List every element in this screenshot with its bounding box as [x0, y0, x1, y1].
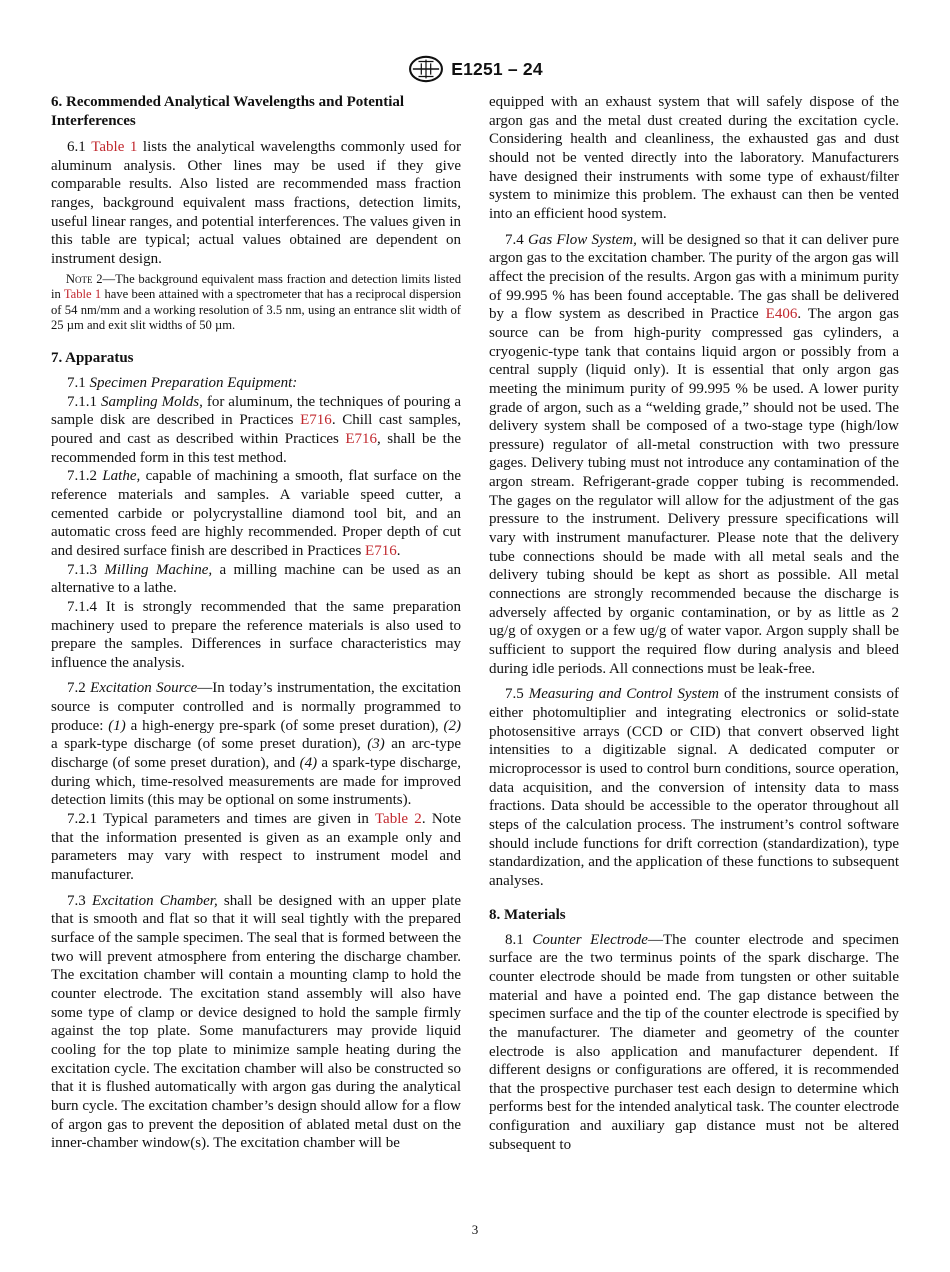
para-number: 7.3 [67, 892, 86, 909]
page-number: 3 [471, 1222, 479, 1237]
paragraph-8-1 [489, 931, 899, 1155]
paragraph-7-1 [51, 374, 461, 393]
table-2-link[interactable]: Table 2 [374, 811, 422, 828]
para-title: Lathe, [102, 468, 141, 485]
note-label: Note 2 [65, 271, 103, 286]
e716-link[interactable]: E716 [365, 542, 397, 559]
paragraph-7-1-3 [51, 561, 461, 598]
para-title: Measuring and Control System [528, 686, 720, 703]
paragraph-7-4 [489, 231, 899, 679]
para-number: 7.1.1 [67, 393, 97, 410]
note-2 [51, 272, 461, 334]
para-text: a spark-type discharge, during which, time-resolved measurements are made for improved detection limits (this may be optional on some instruments). [51, 755, 462, 809]
section-7-heading: 7. Apparatus [51, 349, 134, 366]
para-number: 7.2.1 [67, 811, 97, 828]
note-text-b: have been attained with a spectrometer that has a reciprocal dispersion of 54 nm/mm and a working resolution of 3.5 nm, using an entrance slit width of 25 µm and exit slit widths of 50 µm. [51, 287, 461, 333]
astm-logo-icon [407, 54, 445, 84]
paragraph-7-3 [51, 892, 461, 1153]
paragraph-7-5 [489, 685, 899, 890]
section-6-heading: 6. Recommended Analytical Wavelengths and Potential Interferences [51, 94, 405, 129]
para-text: shall be designed with an upper plate that is smooth and flat so that it will seal tightly with the prepared surface of the sample specimen. The seal that is formed between the two will prevent atmosphere from entering the discharge chamber. The excitation chamber will contain a mounting clamp to hold the counter electrode. The excitation stand assembly will also have some type of clamp or device designed to hold the sample firmly against the top plate. Some manufacturers may provide liquid cooling for the top plate to minimize sample heating during the excitation cycle. The excitation chamber will also be constructed so that it is flushed automatically with argon gas during the analytical burn cycle. The excitation chamber’s design should allow for a flow of argon gas to prevent the deposition of ablated metal dust on the inner-chamber window(s). The excitation chamber will be [51, 892, 462, 1152]
table-1-link[interactable]: Table 1 [91, 139, 138, 155]
para-text: It is strongly recommended that the same preparation machinery used to prepare the reference materials is also used to prepare the samples. Differences in surface characteristics may influence the analysis. [51, 598, 462, 671]
para-title: Milling Machine, [104, 561, 213, 578]
para-text: for aluminum, the techniques of pouring a sample disk are described in Practices [51, 393, 461, 429]
para-text: . Chill cast samples, poured and cast as described within Practices [51, 412, 461, 447]
para-text: —In today’s instrumentation, the excitation source is computer controlled and is normally programmed to produce: [51, 680, 462, 734]
list-marker: (4) [299, 755, 318, 772]
para-title: Specimen Preparation Equipment: [89, 374, 298, 391]
para-text: of the instrument consists of either photomultiplier and integrating electronics or solid-state photosensitive arrays (CCD or CID) that convert observed light intensities to a digitizable signal. A dedicated computer or microprocessor is used to control burn conditions, source operation, data acquisition, and the conversion of intensity data to mass fractions. Data should be accessible to the operator throughout all steps of the calculation process. The instrument’s control software should include functions for drift correction (standardization), type standardization, and the application of these functions to subsequent analyses. [489, 686, 899, 889]
para-number: 6.1 [67, 139, 86, 155]
para-number: 7.5 [505, 686, 524, 703]
document-designation: E1251 – 24 [451, 58, 543, 79]
paragraph-7-2 [51, 679, 461, 810]
para-text: lists the analytical wavelengths commonly used for aluminum analysis. Other lines may be used if they give comparable results. Also listed are recommended mass fraction ranges, background equivalent mass fractions, detection limits, useful linear ranges, and potential interferences. The values given in this table are typical; actual values obtained are dependent on instrument design. [51, 139, 461, 267]
list-marker: (1) [108, 717, 126, 734]
para-number: 7.1.3 [67, 561, 97, 578]
para-title: Excitation Source [90, 680, 198, 697]
paragraph-7-1-4 [51, 598, 461, 673]
para-number: 8.1 [505, 931, 524, 948]
para-number: 7.4 [505, 231, 524, 248]
list-marker: (3) [367, 736, 385, 753]
page-header [0, 52, 950, 86]
section-8-heading: 8. Materials [489, 906, 566, 923]
paragraph-6-1 [51, 138, 461, 269]
para-title: Excitation Chamber, [91, 892, 218, 909]
para-text: . The argon gas source can be from high-purity compressed gas cylinders, a cryogenic-type tank that contains liquid argon or possibly from a central supply (liquid only). It is essential that only argon gas meeting the minimum purity of 99.995 % be used. A lower purity grade of argon, such as a “welding grade,” should not be used. The delivery system shall be composed of a two-stage type (high/low pressure) regulator of all-metal construction with two pressure gages. Delivery tubing must not introduce any contamination of the argon stream. Refrigerant-grade copper tubing is recommended. The gages on the regulator will allow for the adjustment of the gas pressure to the instrument. Delivery pressure specifications will vary with instrument manufacturer. Please note that the delivery tube connections should be made with all metal seals and the delivery tubing should be kept as short as possible. All metal connections are strongly recommended because the discharge is adversely affected by organic contamination, or by as little as 2 ug/g of oxygen or a few ug/g of water vapor. Argon supply shall be sufficient to support the required flow during analysis and bleed during idle periods. All connections must be leak-free. [489, 306, 899, 677]
para-number: 7.1.4 [67, 598, 97, 615]
e406-link[interactable]: E406 [765, 306, 798, 323]
paragraph-7-1-2 [51, 467, 461, 560]
para-text: will be designed so that it can deliver pure argon gas to the excitation chamber. The purity of the argon gas will affect the precision of the results. Argon gas with a minimum purity of 99.995 % has been found acceptable. The gas shall be delivered by a flow system as described in Practice [489, 231, 900, 323]
para-number: 7.1.2 [67, 468, 97, 485]
para-title: Gas Flow System, [527, 231, 637, 248]
right-column [489, 93, 899, 1154]
para-text: Typical parameters and times are given in [103, 811, 375, 828]
e716-link[interactable]: E716 [300, 412, 332, 429]
paragraph-7-3-continued: equipped with an exhaust system that will safely dispose of the argon gas and the metal dust created during the excitation cycle. Considering health and cleanliness, the exhausted gas and dust should not be vented directly into the laboratory. Manufacturers have designed their instruments with some type of exhaust/filter system to minimize this problem. The exhaust can then be vented into an efficient hood system. [489, 94, 899, 222]
para-text: a high-energy pre-spark (of some preset duration), [125, 717, 444, 734]
para-text: —The counter electrode and specimen surface are the two terminus points of the spark discharge. The counter electrode should be made from tungsten or other suitable material and have a pointed end. The gap distance between the specimen surface and the tip of the counter electrode is specified by the manufacturer. The diameter and geometry of the counter electrode is also application and manufacturer dependent. If different designs or configurations are offered, it is recommended that the prospective purchaser test each design to determine which performs best for the intended analytical task. The counter electrode configuration and auxiliary gap distance must not be altered subsequent to [489, 931, 900, 1153]
para-text: a spark-type discharge (of some preset duration), [51, 736, 368, 753]
note-text-a: —The background equivalent mass fraction and detection limits listed in [51, 271, 461, 302]
para-title: Sampling Molds, [100, 393, 203, 410]
list-marker: (2) [443, 717, 461, 734]
left-column [51, 93, 461, 1153]
table-1-link[interactable]: Table 1 [63, 287, 102, 302]
para-number: 7.2 [67, 680, 86, 697]
paragraph-7-1-1 [51, 393, 461, 468]
para-text: a milling machine can be used as an alternative to a lathe. [51, 561, 461, 597]
para-text: , shall be the recommended form in this test method. [51, 430, 461, 466]
paragraph-7-2-1 [51, 810, 461, 885]
e716-link[interactable]: E716 [345, 430, 378, 447]
para-text: . [396, 542, 401, 559]
para-text: . Note that the information presented is given as an example only and parameters may vary with respect to instrument model and manufacturer. [51, 811, 461, 884]
para-text: capable of machining a smooth, flat surface on the reference materials and samples. A variable speed cutter, a cemented carbide or polycrystalline diamond tool bit, and an automatic cross feed are highly recommended. Proper depth of cut and desired surface finish are described in Practices [51, 468, 461, 559]
para-number: 7.1 [67, 374, 86, 391]
para-title: Counter Electrode [532, 931, 648, 948]
para-text: an arc-type discharge (of some preset duration), and [51, 736, 462, 772]
